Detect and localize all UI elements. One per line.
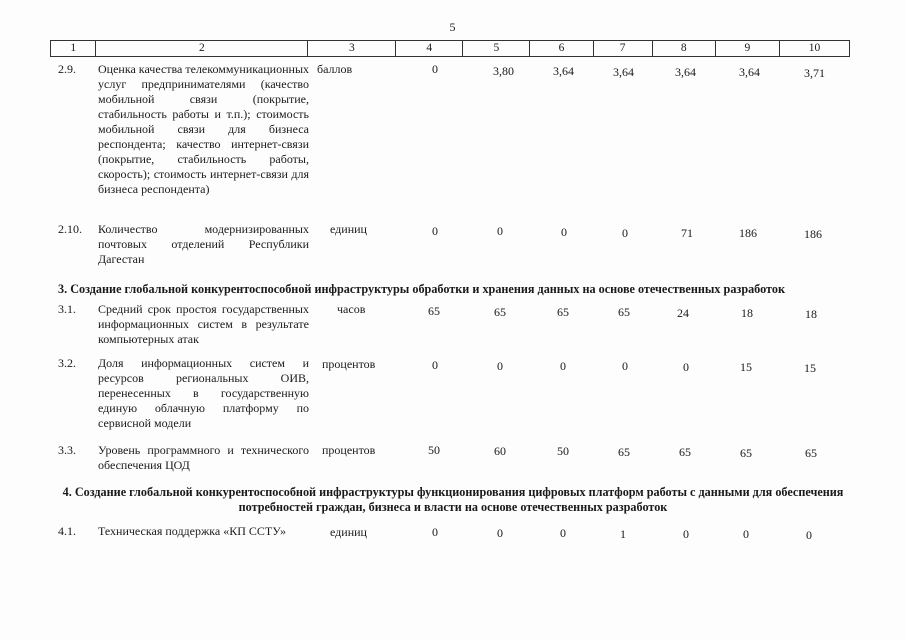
row-description: Количество модернизированных почтовых отделений Республики Дагестан — [98, 222, 309, 266]
row-unit: часов — [337, 302, 366, 316]
row-value: 0 — [432, 358, 438, 372]
header-col-10: 10 — [779, 41, 850, 56]
header-col-7: 7 — [593, 41, 652, 56]
row-value: 0 — [622, 359, 628, 373]
row-number: 3.2. — [58, 356, 76, 370]
row-value: 65 — [428, 304, 440, 318]
row-unit: единиц — [330, 222, 367, 236]
section-heading-3: 3. Создание глобальной конкурентоспособной инфраструктуры обработки и хранения данных на основе отечественных разработок — [58, 282, 785, 296]
row-value: 15 — [740, 360, 752, 374]
row-description: Оценка качества телекоммуникационных услуг предпринимателями (качество мобильной связи (покрытие, стабильность работы и т.п.); стоимость мобильной связи для бизнеса респондента; качество интернет-связи (покрытие, стабильность работы, скорость); стоимость интернет-связи для бизнеса респондента) — [98, 62, 310, 196]
row-unit: единиц — [330, 525, 367, 539]
table-header — [50, 40, 850, 57]
row-unit: процентов — [322, 357, 376, 371]
row-value: 65 — [805, 446, 817, 460]
header-col-5: 5 — [462, 41, 529, 56]
row-value: 24 — [677, 306, 689, 320]
row-value: 65 — [494, 305, 506, 319]
header-col-4: 4 — [395, 41, 462, 56]
row-number: 2.9. — [58, 62, 76, 76]
row-value: 186 — [739, 226, 757, 240]
row-value: 0 — [560, 359, 566, 373]
row-value: 3,64 — [613, 65, 634, 79]
row-value: 0 — [683, 360, 689, 374]
row-value: 65 — [679, 445, 691, 459]
row-description: Средний срок простоя государственных информационных систем в результате компьютерных атак — [98, 302, 309, 346]
row-unit: процентов — [322, 443, 376, 457]
row-value: 0 — [497, 224, 503, 238]
row-value: 0 — [497, 526, 503, 540]
row-value: 3,80 — [493, 64, 514, 78]
row-value: 1 — [620, 527, 626, 541]
header-col-9: 9 — [715, 41, 779, 56]
row-description: Уровень программного и технического обеспечения ЦОД — [98, 443, 309, 472]
row-value: 15 — [804, 361, 816, 375]
header-col-2: 2 — [95, 41, 307, 56]
row-value: 50 — [557, 444, 569, 458]
row-value: 0 — [806, 528, 812, 542]
row-value: 50 — [428, 443, 440, 457]
row-value: 65 — [557, 305, 569, 319]
row-value: 3,64 — [553, 64, 574, 78]
row-unit: баллов — [317, 62, 353, 76]
row-value: 0 — [432, 224, 438, 238]
row-value: 65 — [618, 305, 630, 319]
row-description: Техническая поддержка «КП ССТУ» — [98, 524, 286, 538]
header-col-8: 8 — [652, 41, 715, 56]
row-value: 0 — [622, 226, 628, 240]
row-description: Доля информационных систем и ресурсов региональных ОИВ, перенесенных в государственную единую облачную платформу по сервисной модели — [98, 356, 309, 430]
row-value: 186 — [804, 227, 822, 241]
row-number: 4.1. — [58, 524, 76, 538]
header-col-1: 1 — [50, 41, 95, 56]
row-value: 0 — [432, 525, 438, 539]
header-col-3: 3 — [307, 41, 395, 56]
header-col-6: 6 — [529, 41, 592, 56]
row-value: 71 — [681, 226, 693, 240]
row-value: 0 — [432, 62, 438, 76]
row-value: 3,64 — [675, 65, 696, 79]
row-number: 2.10. — [58, 222, 82, 236]
row-value: 0 — [743, 527, 749, 541]
row-number: 3.3. — [58, 443, 76, 457]
row-value: 65 — [740, 446, 752, 460]
row-value: 0 — [561, 225, 567, 239]
row-value: 65 — [618, 445, 630, 459]
row-value: 3,64 — [739, 65, 760, 79]
row-number: 3.1. — [58, 302, 76, 316]
row-value: 18 — [741, 306, 753, 320]
row-value: 0 — [683, 527, 689, 541]
section-heading-4: 4. Создание глобальной конкурентоспособной инфраструктуры функционирования цифровых платформ работы с данными для обеспечения потребностей граждан, бизнеса и власти на основе отечественных разработок — [62, 485, 844, 514]
page-number: 5 — [449, 20, 456, 34]
row-value: 18 — [805, 307, 817, 321]
row-value: 60 — [494, 444, 506, 458]
row-value: 3,71 — [804, 66, 825, 80]
row-value: 0 — [560, 526, 566, 540]
row-value: 0 — [497, 359, 503, 373]
